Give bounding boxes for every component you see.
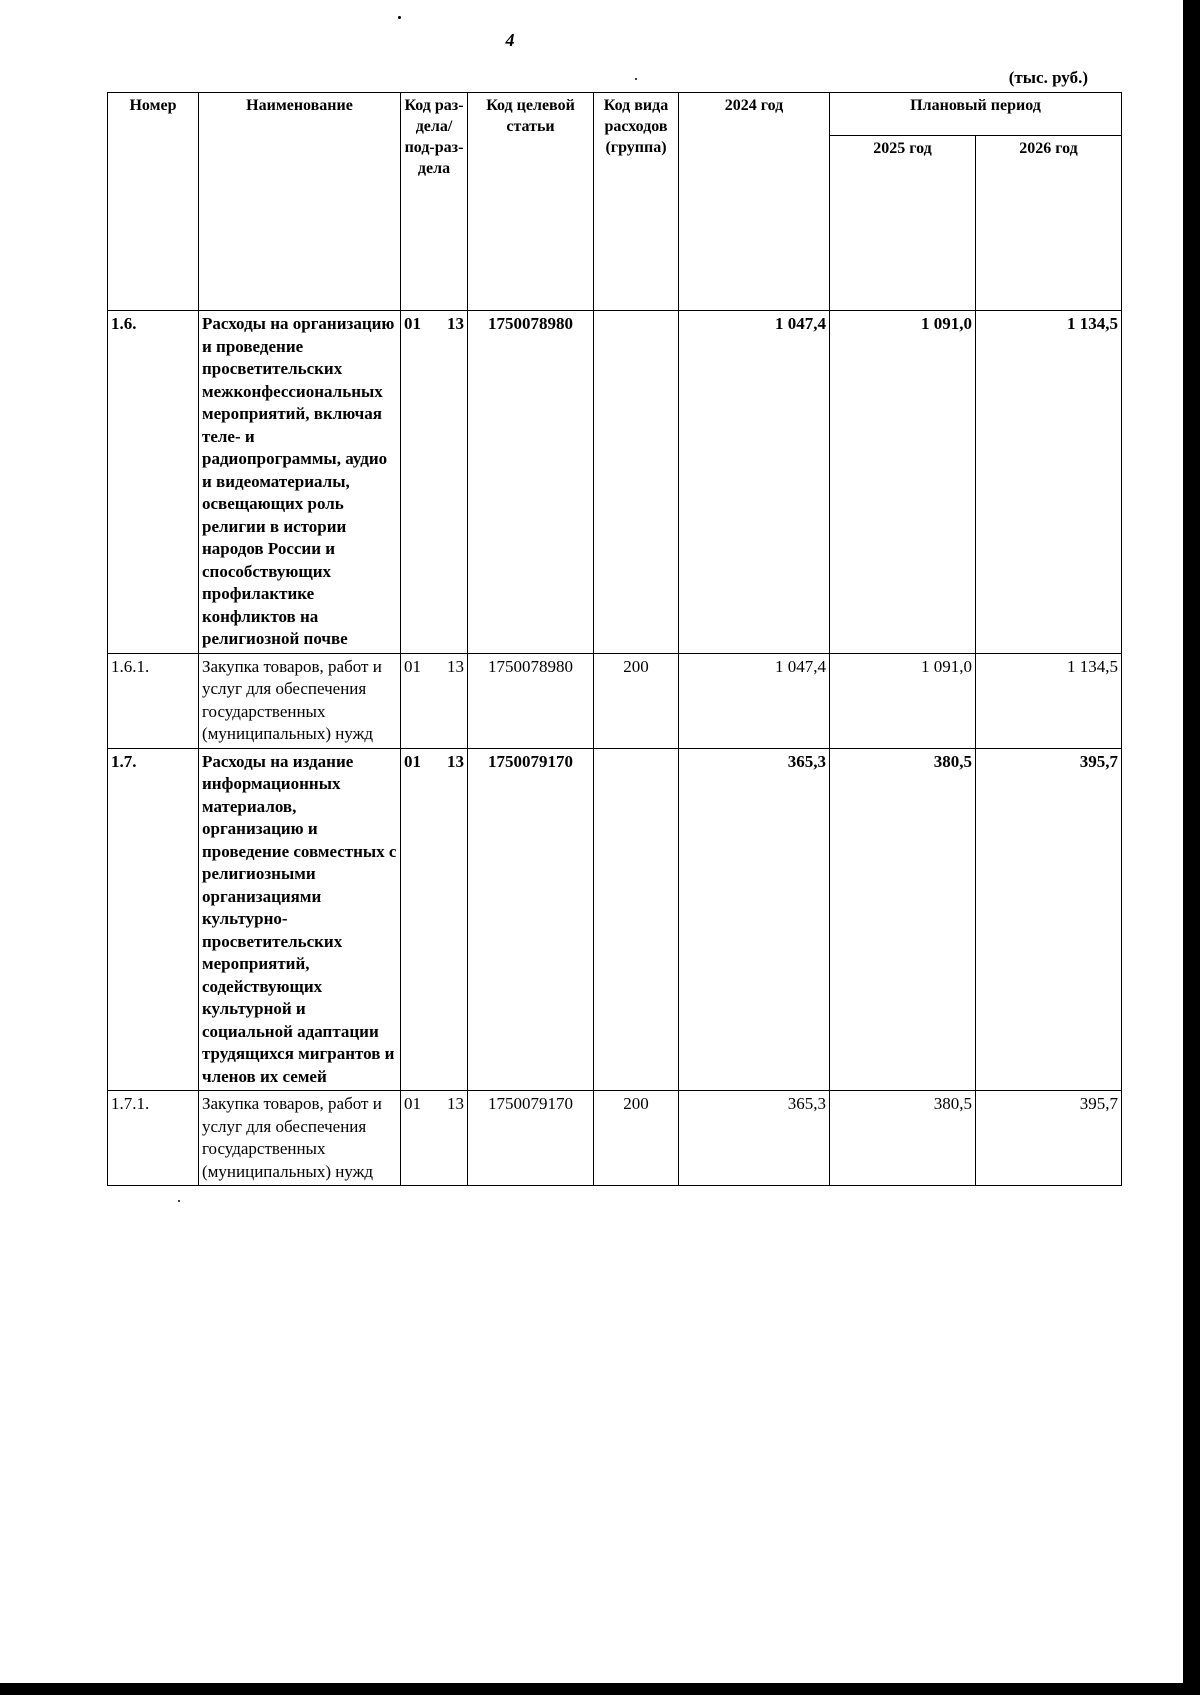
table-row: [108, 748, 1122, 1091]
row-section-code: [401, 1091, 468, 1186]
row-name: Закупка товаров, работ и услуг для обеспечения государственных (муниципальных) нужд: [199, 653, 401, 748]
scan-speck: [635, 78, 637, 80]
page-number: 4: [505, 30, 515, 50]
row-number: 1.6.1.: [108, 653, 199, 748]
row-number: 1.6.: [108, 311, 199, 654]
scan-edge-bottom: [0, 1683, 1200, 1695]
row-value-2026: 395,7: [976, 1091, 1122, 1186]
header-expense-type: Код вида расходов (группа): [594, 93, 679, 311]
podrazdel-code: 13: [447, 1094, 464, 1113]
table-row: [108, 653, 1122, 748]
row-target-code: 1750078980: [468, 311, 594, 654]
razdel-code: 01: [404, 656, 421, 676]
row-value-2025: 1 091,0: [830, 311, 976, 654]
header-target-code: Код целевой статьи: [468, 93, 594, 311]
row-value-2024: 365,3: [679, 748, 830, 1091]
scan-edge-right: [1183, 0, 1200, 1695]
row-target-code: 1750078980: [468, 653, 594, 748]
row-section-code: [401, 653, 468, 748]
row-expense-type: [594, 748, 679, 1091]
header-2025: 2025 год: [830, 136, 976, 311]
row-value-2024: 365,3: [679, 1091, 830, 1186]
row-value-2025: 380,5: [830, 1091, 976, 1186]
header-planning-period: Плановый период: [830, 93, 1122, 136]
table-row: [108, 1091, 1122, 1186]
header-2026: 2026 год: [976, 136, 1122, 311]
row-section-code: [401, 748, 468, 1091]
row-value-2026: 1 134,5: [976, 653, 1122, 748]
header-number: Номер: [108, 93, 199, 311]
scan-speck: [178, 1200, 180, 1202]
razdel-code: 01: [404, 1094, 421, 1113]
razdel-code: 01: [404, 314, 421, 333]
row-expense-type: 200: [594, 1091, 679, 1186]
row-name: Расходы на издание информационных материалов, организацию и проведение совместных с религиозными организациями культурно-просветительских мероприятий, содействующих культурной и социальной адаптации трудящихся мигрантов и членов их семей: [199, 748, 401, 1091]
row-section-code: [401, 311, 468, 654]
row-value-2025: 380,5: [830, 748, 976, 1091]
header-row: [108, 93, 1122, 136]
row-target-code: 1750079170: [468, 748, 594, 1091]
row-value-2026: 1 134,5: [976, 311, 1122, 654]
scan-speck: [398, 16, 401, 19]
budget-table: [107, 92, 1122, 1186]
podrazdel-code: 13: [447, 656, 464, 676]
row-value-2025: 1 091,0: [830, 653, 976, 748]
header-section-code: Код раз-дела/ под-раз-дела: [401, 93, 468, 311]
podrazdel-code: 13: [447, 751, 464, 771]
header-2024: 2024 год: [679, 93, 830, 311]
row-number: 1.7.1.: [108, 1091, 199, 1186]
header-name: Наименование: [199, 93, 401, 311]
row-name: Расходы на организацию и проведение просветительских межконфессиональных мероприятий, включая теле- и радиопрограммы, аудио и видеоматериалы, освещающих роль религии в истории народов России и способствующих профилактике конфликтов на религиозной почве: [199, 311, 401, 654]
podrazdel-code: 13: [447, 314, 464, 333]
row-value-2024: 1 047,4: [679, 653, 830, 748]
razdel-code: 01: [404, 751, 421, 771]
row-name: Закупка товаров, работ и услуг для обеспечения государственных (муниципальных) нужд: [199, 1091, 401, 1186]
units-label: (тыс. руб.): [1008, 68, 1088, 87]
row-expense-type: [594, 311, 679, 654]
row-number: 1.7.: [108, 748, 199, 1091]
row-value-2026: 395,7: [976, 748, 1122, 1091]
row-expense-type: 200: [594, 653, 679, 748]
table-row: [108, 311, 1122, 654]
row-target-code: 1750079170: [468, 1091, 594, 1186]
row-value-2024: 1 047,4: [679, 311, 830, 654]
